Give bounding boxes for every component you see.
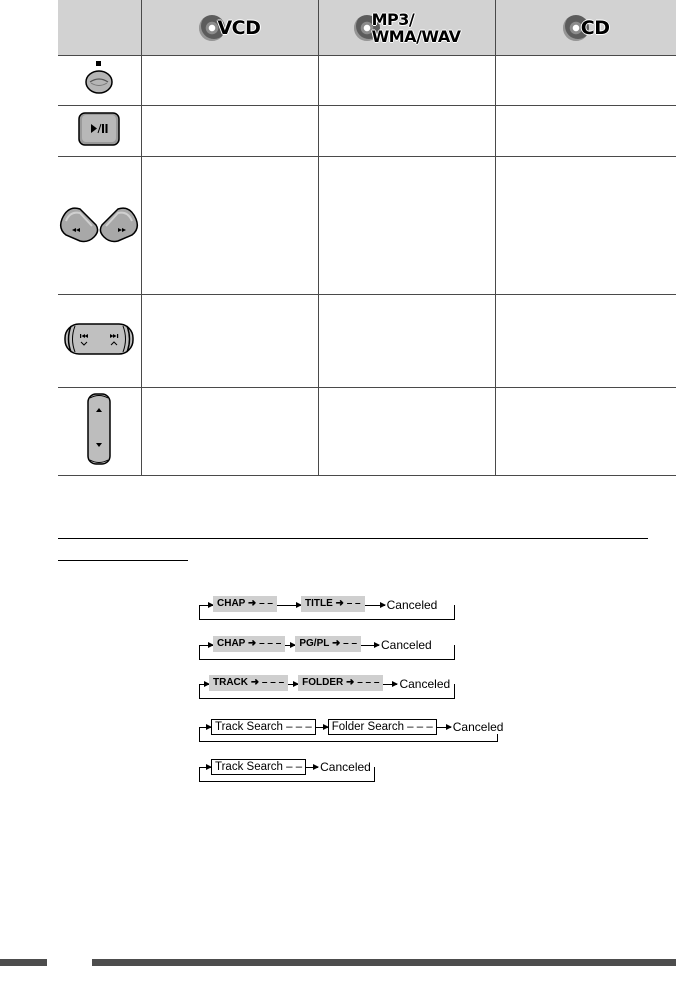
table-row (58, 106, 676, 157)
flow-step: CHAP ➜ – – (213, 596, 277, 612)
cd-cell (496, 295, 676, 388)
section-rule-short (58, 560, 188, 561)
mp3-label-line1: MP3/ (371, 9, 415, 29)
control-cell (58, 295, 141, 388)
table-row (58, 295, 676, 388)
control-cell (58, 388, 141, 476)
flow-step: FOLDER ➜ – – – (298, 675, 383, 691)
arrow-icon (306, 767, 318, 768)
vcd-label (142, 15, 318, 41)
arrow-icon (285, 645, 295, 646)
flow-step: TITLE ➜ – – (301, 596, 365, 612)
flow-step-canceled: Canceled (399, 677, 451, 691)
flow-step: Track Search – – (211, 759, 306, 775)
header-cd-cell (496, 0, 676, 56)
vcd-cell (141, 388, 318, 476)
header-mp3-cell (318, 0, 495, 56)
vcd-cell (141, 56, 318, 106)
header-vcd-cell (141, 0, 318, 56)
up-down-control-icon (86, 392, 112, 471)
flow-step: TRACK ➜ – – – (209, 675, 288, 691)
function-table (58, 0, 676, 476)
arrow-icon (277, 605, 301, 606)
rewind-fast-forward-buttons-icon (58, 199, 140, 252)
cd-cell (496, 157, 676, 295)
mp3-cell (318, 157, 495, 295)
flow-step-canceled: Canceled (320, 760, 371, 774)
arrow-icon (361, 645, 379, 646)
header-controls-cell (58, 0, 141, 56)
flow-step-canceled: Canceled (386, 598, 438, 612)
vcd-cell (141, 157, 318, 295)
flow-step: CHAP ➜ – – – (213, 636, 285, 652)
search-flow-vcd-pgpl (199, 638, 455, 660)
mp3-cell (318, 295, 495, 388)
cd-cell (496, 388, 676, 476)
cd-label-text: CD (580, 16, 610, 39)
arrow-icon (199, 645, 213, 646)
cd-cell (496, 106, 676, 157)
arrow-icon (199, 605, 213, 606)
mp3-cell (318, 106, 495, 157)
vcd-cell (141, 106, 318, 157)
control-cell (58, 106, 141, 157)
arrow-icon (199, 727, 211, 728)
search-flow-mp3 (199, 677, 455, 699)
search-flow-track (199, 760, 375, 782)
flow-step: Folder Search – – – (328, 719, 437, 735)
vcd-label-text: VCD (217, 16, 261, 39)
arrow-icon (288, 684, 298, 685)
flow-step-canceled: Canceled (452, 720, 504, 734)
cd-cell (496, 56, 676, 106)
mp3-label-text (372, 11, 461, 45)
arrow-icon (316, 727, 328, 728)
control-cell (58, 157, 141, 295)
table-row (58, 157, 676, 295)
flow-step: Track Search – – – (211, 719, 316, 735)
footer-bar-right (92, 959, 676, 966)
cd-label (496, 15, 676, 41)
mp3-cell (318, 388, 495, 476)
mp3-label (319, 11, 495, 45)
search-flow-vcd-title (199, 598, 455, 620)
section-rule-long (58, 538, 648, 539)
arrow-icon (199, 684, 209, 685)
table-row (58, 56, 676, 106)
mp3-cell (318, 56, 495, 106)
arrow-icon (365, 605, 385, 606)
search-flow-track-folder (199, 720, 504, 742)
vcd-cell (141, 295, 318, 388)
skip-previous-next-control-icon (63, 322, 135, 361)
table-header-row (58, 0, 676, 56)
table-row (58, 388, 676, 476)
control-cell (58, 56, 141, 106)
arrow-icon (199, 767, 211, 768)
flow-step-canceled: Canceled (381, 638, 432, 652)
arrow-icon (437, 727, 451, 728)
arrow-icon (383, 684, 397, 685)
footer-bar-left (0, 959, 47, 966)
stop-button-icon (82, 60, 116, 101)
flow-step: PG/PL ➜ – – (295, 636, 361, 652)
mp3-label-line2: WMA/WAV (371, 26, 461, 46)
play-pause-button-icon (77, 111, 121, 152)
